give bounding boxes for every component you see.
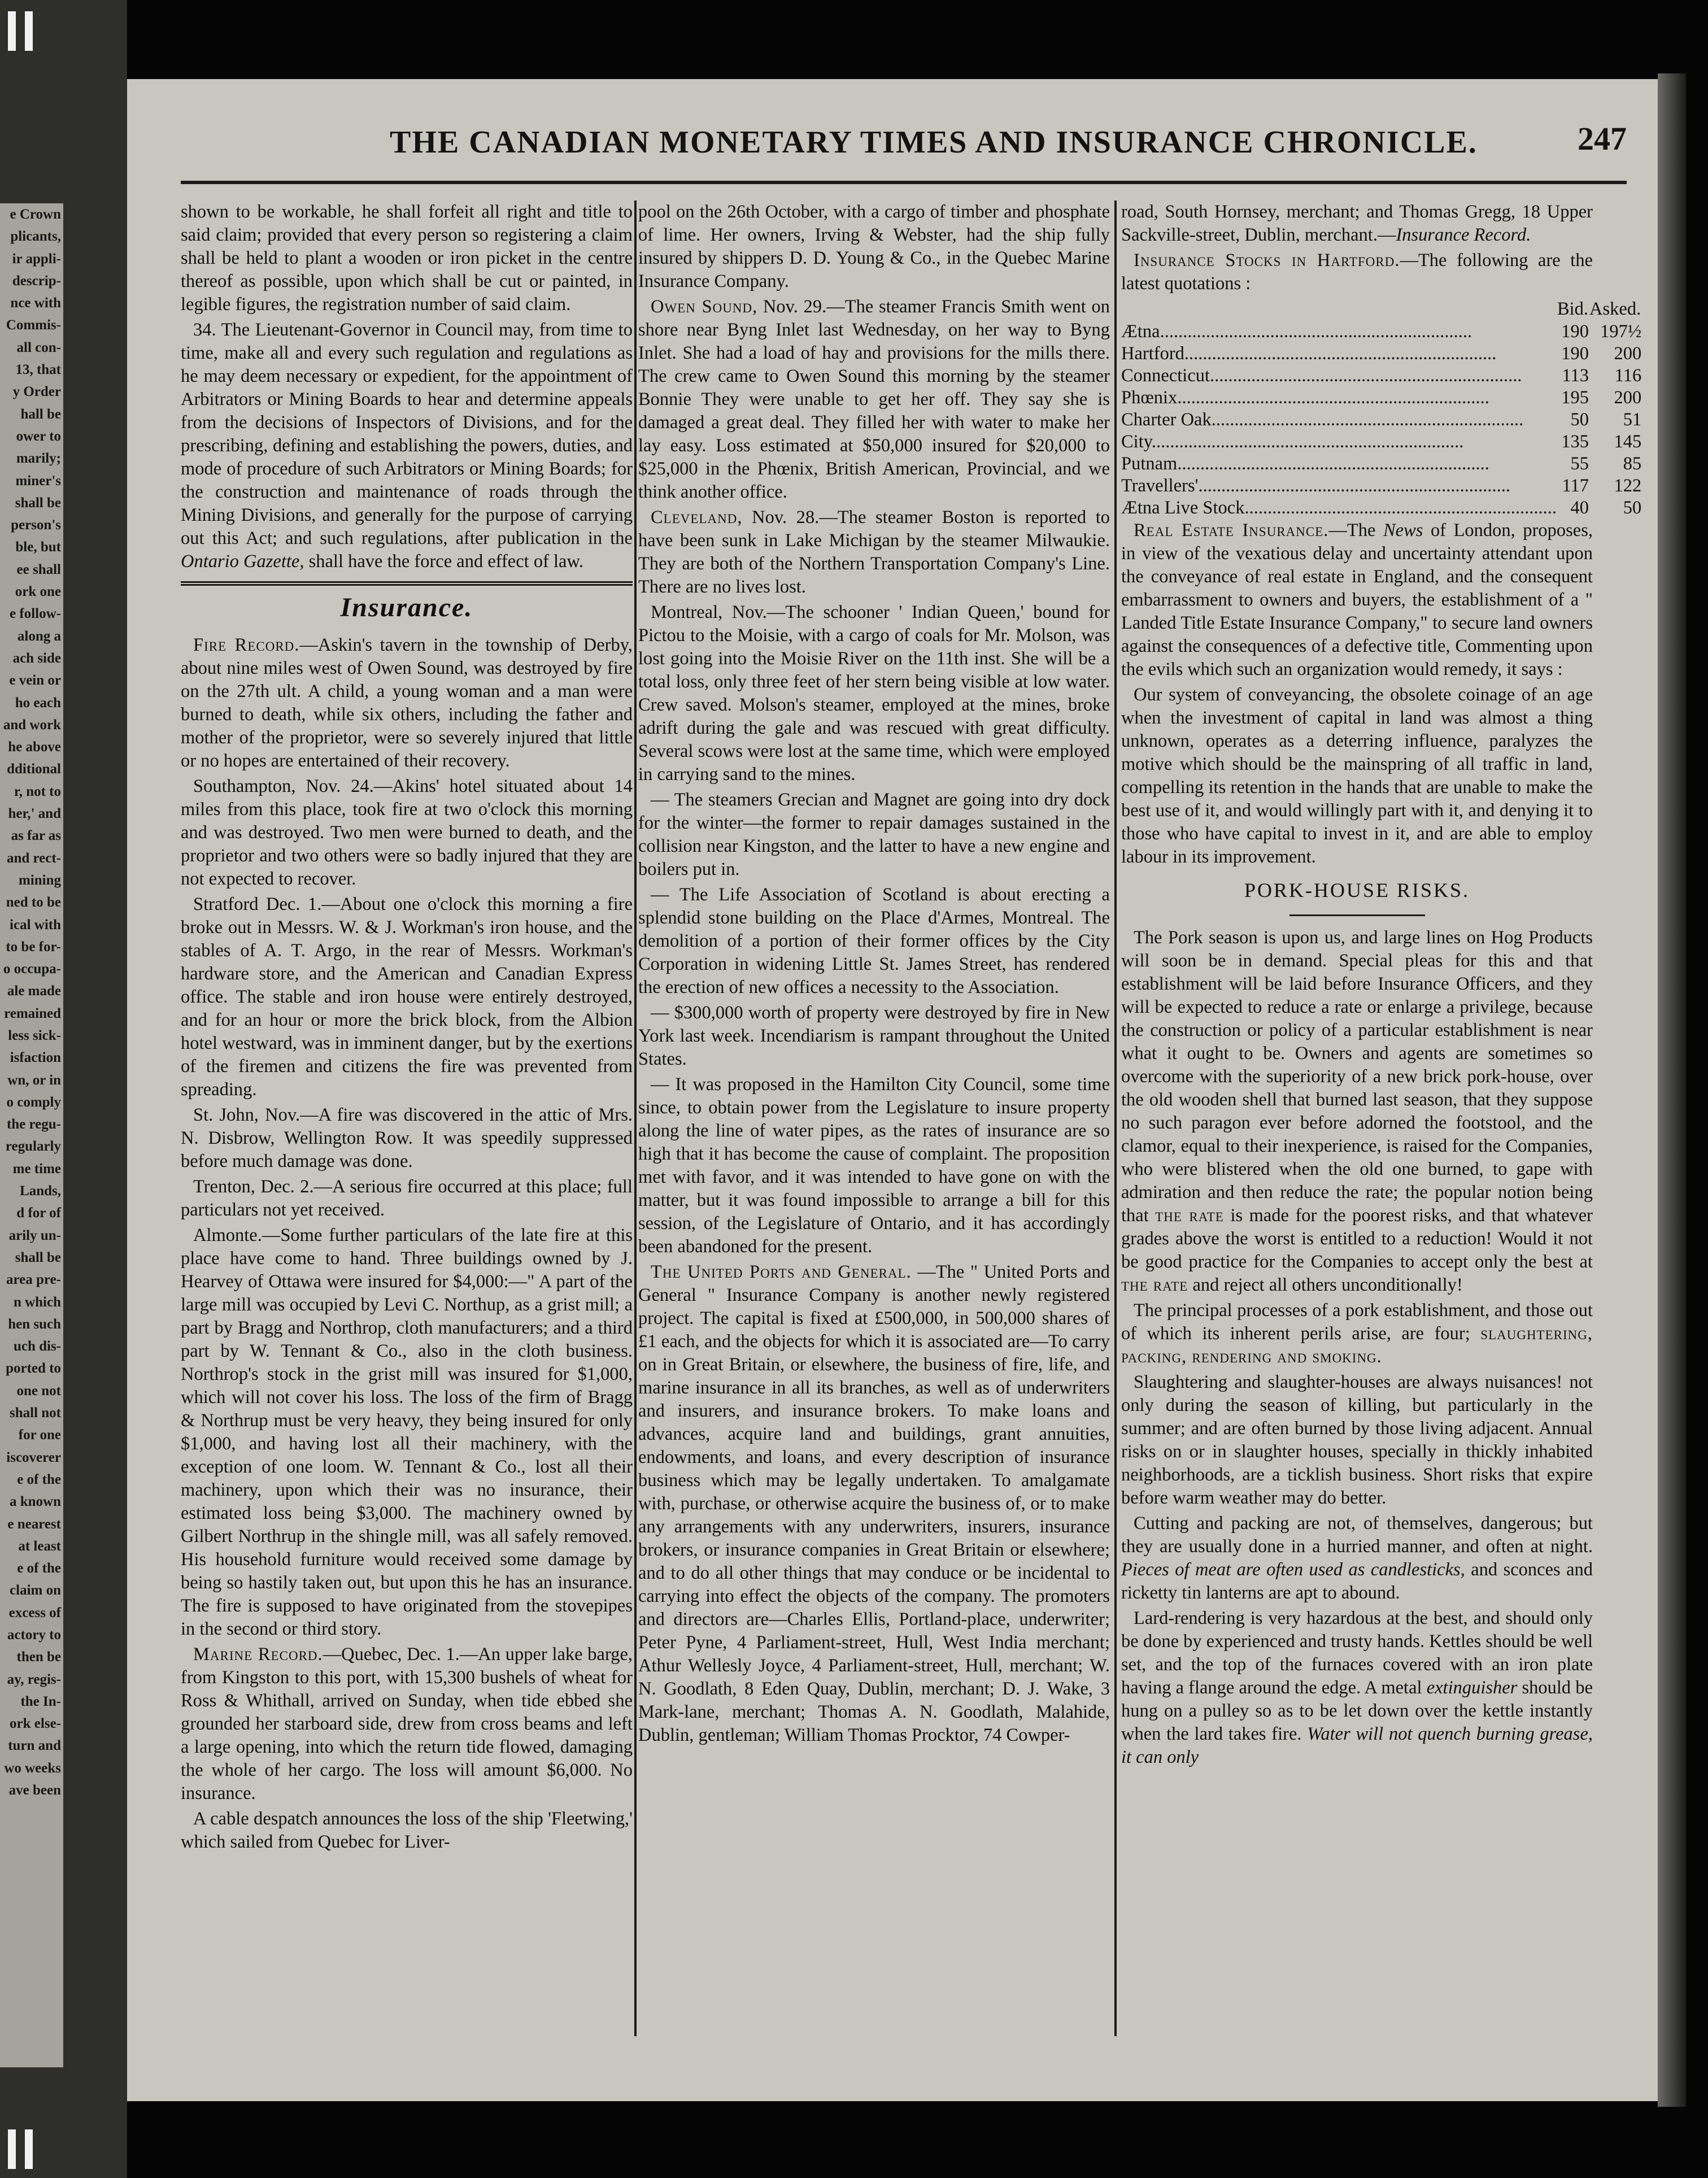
leader-dots: .................................................................... <box>1160 321 1472 342</box>
bid-value: 113 <box>1562 365 1589 386</box>
margin-fragment-line: plicants, <box>10 229 61 245</box>
bid-value: 190 <box>1561 343 1589 364</box>
margin-fragment-line: ork one <box>15 584 61 600</box>
bid-value: 55 <box>1570 454 1589 474</box>
section-title: Insurance. <box>340 593 473 622</box>
margin-fragment-line: arily un- <box>8 1227 61 1243</box>
margin-fragment-line: marily; <box>16 451 61 467</box>
margin-fragment-line: excess of <box>8 1605 61 1621</box>
leader-dots: .................................................................... <box>1151 432 1464 452</box>
margin-fragment-line: to be for- <box>6 939 61 955</box>
margin-fragment-line: e of the <box>17 1561 61 1576</box>
column-divider <box>634 201 637 2036</box>
margin-fragment-line: d for of <box>16 1205 61 1221</box>
margin-fragment-line: and work <box>3 717 61 733</box>
stock-name: City <box>1121 432 1152 452</box>
margin-fragment-line: shall be <box>15 495 61 511</box>
margin-fragment-line: shall be <box>15 1249 61 1265</box>
margin-fragment-line: miner's <box>15 473 61 489</box>
margin-fragment-line: e follow- <box>10 606 61 622</box>
margin-fragment-line: then be <box>16 1649 61 1665</box>
heading-rule <box>1289 914 1425 916</box>
margin-fragment-line: her,' and <box>8 806 61 822</box>
margin-fragment-line: mining <box>18 872 61 888</box>
margin-fragment-line: ble, but <box>15 539 61 555</box>
stock-name: Ætna Live Stock <box>1121 498 1245 518</box>
margin-fragment-line: Lands, <box>20 1183 61 1199</box>
margin-fragment-line: the regu- <box>6 1117 61 1132</box>
margin-fragment-line: hall be <box>20 406 61 422</box>
asked-value: 200 <box>1614 343 1642 364</box>
paragraph: Montreal, Nov.—The schooner ' Indian Queen,' bound for Pictou to the Moisie, with a cargo of coals for Mr. Molson, was lost going into the Moisie River on the 11th inst. She will be a total loss, only three feet of her stern being visible at low water. Crew saved. Molson's steamer, employed at the mines, broke adrift during the gale and was rescued with great difficulty. Several scows were lost at the same time, which were employed in carrying sand to the mines. <box>638 602 1110 785</box>
margin-fragment-line: at least <box>18 1538 61 1554</box>
asked-value: 85 <box>1623 454 1642 474</box>
margin-fragment-line: n which <box>13 1294 61 1310</box>
paragraph: The United Ports and General. —The " United Ports and General " Insurance Company is another newly registered project. The capital is fixed at £500,000, in 500,000 shares of £1 each, and the objects for which it is associated are—To carry on in Great Britain, or elsewhere, the business of fire, life, and marine insurance in all its branches, as well as of underwriters and insurers, and insurance brokers. To make loans and advances, acquire land and buildings, grant annuities, endowments, and loans, and every description of insurance business which may be legally undertaken. To amalgamate with, purchase, or otherwise acquire the business of, or to make any arrangements with any underwriters, insurers, insurance brokers, or insurance companies in Great Britain or elsewhere; and to do all other things that may conduce or be incidental to carrying into effect the objects of the company. The promoters and directors are—Charles Ellis, Portland-place, underwriter; Peter Pyne, 4 Parliament-street, Hull, West India merchant; Athur Wellesly Joyce, 4 Parliament-street, Hull, merchant; W. N. Goodlath, 8 Eden Quay, Dublin, merchant; D. J. Wake, 3 Mark-lane, merchant; Thomas A. N. Goodlath, Malahide, Dublin, gentleman; William Thomas Procktor, 74 Cowper- <box>638 1262 1110 1745</box>
newspaper-page <box>127 79 1658 2101</box>
margin-fragment-line: e Crown <box>10 207 61 222</box>
margin-fragment-line: e vein or <box>9 673 61 689</box>
stock-name: Connecticut <box>1121 365 1210 386</box>
margin-fragment-line: ir appli- <box>12 251 61 267</box>
margin-fragment-line: shall not <box>9 1405 61 1421</box>
bid-value: 117 <box>1562 476 1589 496</box>
margin-fragment-line: isfaction <box>10 1050 61 1066</box>
column-left <box>181 201 633 2096</box>
table-row <box>1121 365 1641 387</box>
bid-value: 135 <box>1561 432 1589 452</box>
stock-name: Ætna <box>1121 321 1160 342</box>
leader-dots: .................................................................... <box>1211 410 1524 430</box>
margin-fragment-line: o occupa- <box>3 961 61 977</box>
margin-fragment-line: ork else- <box>10 1716 61 1732</box>
asked-value: 122 <box>1614 476 1642 496</box>
column-divider <box>1114 201 1117 2036</box>
margin-fragment-line: ho each <box>15 695 61 711</box>
bid-value: 50 <box>1570 410 1589 430</box>
margin-fragment-line: ned to be <box>6 895 61 911</box>
paragraph: Our system of conveyancing, the obsolete coinage of an age when the investment of capital in land was almost a thing unknown, operates as a deterring influence, paralyzes the motive which should be the mainspring of all traffic in land, compelling its retention in the hands that are unable to make the best use of it, and would willingly part with it, and denying it to those who have capital to invest in it, and are able to employ labour in its improvement. <box>1121 685 1593 867</box>
paragraph: Owen Sound, Nov. 29.—The steamer Francis Smith went on shore near Byng Inlet last Wednesday, on her way to Byng Inlet. She had a load of hay and provisions for the mills there. The crew came to Owen Sound this morning by the steamer Bonnie They were unable to get her off. They say she is damaged a great deal. They filled her with water to make her lay easy. Loss estimated at $50,000 insured for $20,000 to $25,000 in the Phœnix, British American, Provincial, and we think another office. <box>638 297 1110 502</box>
paragraph: Marine Record.—Quebec, Dec. 1.—An upper lake barge, from Kingston to this port, with 15,300 bushels of wheat for Ross & Whithall, arrived on Sunday, when tide ebbed she grounded her starboard side, drew from cross beams and left a large opening, into which the return tide flowed, damaging the whole of her cargo. The loss will amount $6,000. No insurance. <box>181 1644 633 1804</box>
margin-fragment-line: actory to <box>7 1627 61 1643</box>
margin-fragment-line: as far as <box>11 828 61 844</box>
paragraph: Almonte.—Some further particulars of the late fire at this place have come to hand. Three buildings owned by J. Hearvey of Ottawa were insured for $4,000:—" A part of the large mill was occupied by Levi C. Northup, as a grist mill; a part by Bragg and Northrop, cloth manufacturers; and a third part by W. Tennant & Co., also in the cloth business. Northrop's stock in the grist mill was insured for $1,000, which will not cover his loss. The loss of the firm of Bragg & Northrup must be very heavy, they being insured for only $1,000, and having lost all their machinery, with the exception of one loom. W. Tennant & Co., lost all their machinery, upon which their was no insurance, their estimated loss being $3,000. The machinery owned by Gilbert Northrup in the shingle mill, was all safely removed. His household furniture would received some damage by being so hastily taken out, but upon this he has an insurance. The fire is supposed to have originated from the stovepipes in the second or third story. <box>181 1225 633 1639</box>
margin-fragment-line: person's <box>11 517 61 533</box>
margin-fragment-line: one not <box>16 1383 61 1399</box>
paragraph: Cutting and packing are not, of themselves, dangerous; but they are usually done in a hurried manner, and often at night. Pieces of meat are often used as candlesticks, and sconces and ricketty tin lanterns are apt to abound. <box>1121 1513 1593 1603</box>
bid-value: 190 <box>1561 321 1589 342</box>
margin-fragment-line: hen such <box>8 1316 61 1332</box>
margin-fragment-line: dditional <box>7 761 61 777</box>
page-edge <box>1658 73 1686 2107</box>
asked-value: 200 <box>1614 387 1642 408</box>
leader-dots: .................................................................... <box>1198 476 1510 496</box>
film-mark <box>8 11 16 51</box>
article-heading: PORK-HOUSE RISKS. <box>1244 879 1470 901</box>
bid-value: 40 <box>1570 498 1589 518</box>
paragraph: Lard-rendering is very hazardous at the best, and should only be done by experienced and trusty hands. Kettles should be well set, and the top of the furnaces covered with an iron plate having a flange around the edge. A metal extinguisher should be hung on a pulley so as to be let down over the kettle instantly when the lard takes fire. Water will not quench burning grease, it can only <box>1121 1608 1593 1767</box>
margin-fragment-line: ower to <box>16 428 61 444</box>
stock-name: Putnam <box>1121 454 1178 474</box>
film-mark <box>8 2129 16 2169</box>
leader-dots: .................................................................... <box>1177 454 1489 474</box>
paragraph: St. John, Nov.—A fire was discovered in the attic of Mrs. N. Disbrow, Wellington Row. It was speedily suppressed before much damage was done. <box>181 1105 633 1171</box>
table-row <box>1121 497 1641 519</box>
header-rule <box>181 181 1627 184</box>
column-right <box>1121 201 1642 2096</box>
paragraph: — $300,000 worth of property were destroyed by fire in New York last week. Incendiarism is rampant throughout the United States. <box>638 1003 1110 1069</box>
margin-fragment-line: descrip- <box>12 273 61 289</box>
paragraph: pool on the 26th October, with a cargo of timber and phosphate of lime. Her owners, Irving & Webster, had the ship fully insured by shippers D. D. Young & Co., in the Quebec Marine Insurance Company. <box>638 202 1110 291</box>
asked-value: 51 <box>1623 410 1642 430</box>
film-mark <box>25 11 33 51</box>
paragraph: 34. The Lieutenant-Governor in Council may, from time to time, make all and every such regulation and regulations as he may deem necessary or expedient, for the appointment of Arbitrators or Mining Boards to hear and determine appeals from the decisions of Inspectors of Divisions, and for the prescribing, defining and establishing the powers, duties, and mode of procedure of such Arbitrators or Mining Boards; for the construction and maintenance of roads through the Mining Divisions, and generally for the purpose of carrying out this Act; and such regulations, after publication in the Ontario Gazette, shall have the force and effect of law. <box>181 320 633 572</box>
paragraph: The Pork season is upon us, and large lines on Hog Products will soon be in demand. Special pleas for this and that establishment will be laid before Insurance Officers, and they will be expected to reduce a rate or enlarge a privilege, because the construction or policy of a particular establishment is near what it ought to be. Owners and agents are sometimes so overcome with the superiority of a new brick pork-house, over the old wooden shell that burned last season, that they suppose no such paragon ever before adorned the footstool, and the clamor, equal to their inexperience, is raised for the Companies, who were blistered when the old one burned, to gape with admiration and then reduce the rate; the popular notion being that the rate is made for the poorest risks, and that whatever grades above the worst is entitled to a reduction! Would it not be good practice for the Companies to accept only the best at the rate and reject all others unconditionally! <box>1121 927 1593 1295</box>
column-header-asked: Asked. <box>1589 299 1641 319</box>
paragraph: Slaughtering and slaughter-houses are always nuisances! not only during the season of killing, but particularly in the summer; and are often burned by those living adjacent. Annual risks on or in slaughter houses, specially in thickly inhabited neighborhoods, are a ticklish business. Short risks that expire before warm weather may do better. <box>1121 1372 1593 1508</box>
margin-fragment-line: ave been <box>8 1783 61 1798</box>
margin-fragment-line: he above <box>8 739 61 755</box>
bid-value: 195 <box>1561 387 1589 408</box>
margin-fragment-line: wo weeks <box>4 1760 61 1776</box>
paragraph: — The steamers Grecian and Magnet are going into dry dock for the winter—the former to repair damages sustained in the collision near Kingston, and the latter to have a new engine and boilers put in. <box>638 790 1110 879</box>
stock-name: Phœnix <box>1121 387 1178 408</box>
running-title: THE CANADIAN MONETARY TIMES AND INSURANCE CHRONICLE. <box>390 125 1478 160</box>
leader-dots: .................................................................... <box>1210 365 1522 386</box>
stock-name: Hartford <box>1121 343 1184 364</box>
section-heading <box>181 581 633 622</box>
film-mark <box>25 2129 33 2169</box>
table-row <box>1121 431 1641 453</box>
margin-fragment-line: area pre- <box>6 1272 61 1288</box>
margin-fragment-line: regularly <box>5 1139 61 1155</box>
margin-fragment-line: iscoverer <box>6 1449 61 1465</box>
margin-fragment-line: claim on <box>10 1583 61 1598</box>
table-row <box>1121 343 1641 365</box>
paragraph: Insurance Stocks in Hartford.—The following are the latest quotations : <box>1121 250 1593 294</box>
paragraph: Fire Record.—Askin's tavern in the township of Derby, about nine miles west of Owen Sound, was destroyed by fire on the 27th ult. A child, a young woman and a man were burned to death, while six others, including the father and mother of the proprietor, were so severely injured that little or no hopes are entertained of their recovery. <box>181 635 633 771</box>
stock-name: Travellers' <box>1121 476 1199 496</box>
paragraph: Cleveland, Nov. 28.—The steamer Boston is reported to have been sunk in Lake Michigan by the steamer Milwaukie. They are both of the Northern Transportation Company's Line. There are no lives lost. <box>638 507 1110 597</box>
stock-quotations-table <box>1121 298 1641 519</box>
margin-fragment-line: r, not to <box>14 783 61 799</box>
asked-value: 197½ <box>1600 321 1642 342</box>
margin-fragment-line: uch dis- <box>13 1339 61 1354</box>
margin-fragment-line: me time <box>12 1161 61 1177</box>
paragraph: road, South Hornsey, merchant; and Thomas Gregg, 18 Upper Sackville-street, Dublin, merchant.—Insurance Record. <box>1121 202 1593 245</box>
table-row <box>1121 387 1641 409</box>
asked-value: 50 <box>1623 498 1642 518</box>
margin-fragment-line: turn and <box>8 1738 61 1754</box>
margin-fragment-line: ay, regis- <box>7 1671 61 1687</box>
leader-dots: .................................................................... <box>1184 343 1497 364</box>
margin-fragment-line: less sick- <box>8 1027 61 1043</box>
column-middle <box>638 201 1110 2096</box>
stock-name: Charter Oak <box>1121 410 1212 430</box>
margin-fragment-line: e of the <box>17 1471 61 1487</box>
asked-value: 145 <box>1614 432 1642 452</box>
margin-fragment-line: o comply <box>6 1094 61 1110</box>
margin-fragment-line: nce with <box>10 295 61 311</box>
margin-fragment-line: ported to <box>6 1361 61 1377</box>
asked-value: 116 <box>1614 365 1642 386</box>
paragraph: Southampton, Nov. 24.—Akins' hotel situated about 14 miles from this place, took fire at two o'clock this morning and was destroyed. Two men were burned to death, and the proprietor and two others were so badly injured that they are not expected to recover. <box>181 776 633 889</box>
table-row <box>1121 453 1641 475</box>
margin-fragment-line: ical with <box>10 917 61 933</box>
paragraph: Stratford Dec. 1.—About one o'clock this morning a fire broke out in Messrs. W. & J. Workman's iron house, and the stables of A. T. Argo, in the rear of Messrs. Workman's hardware store, and the American and Canadian Express office. The stable and iron house were entirely destroyed, and for an hour or more the brick block, from the Albion hotel westward, was in imminent danger, but by the exertions of the firemen and citizens the fire was prevented from spreading. <box>181 894 633 1100</box>
margin-fragment-line: ale made <box>7 983 61 999</box>
paragraph: The principal processes of a pork establishment, and those out of which its inherent perils arise, are four; slaughtering, packing, rendering and smoking. <box>1121 1300 1593 1367</box>
table-row <box>1121 321 1641 343</box>
margin-fragment-line: wn, or in <box>7 1072 61 1088</box>
margin-fragment-line: e nearest <box>7 1516 61 1532</box>
page-number: 247 <box>1578 120 1627 157</box>
leader-dots: .................................................................... <box>1177 387 1489 408</box>
paragraph: — It was proposed in the Hamilton City Council, some time since, to obtain power from the Legislature to insure property along the line of water pipes, as the rates of insurance are so high that it has become the cause of complaint. The proposition met with favor, and it was intended to have gone on with the matter, but it was found impossible to arrange a bill for this session, of the Legislature of Ontario, and it has accordingly been abandoned for the present. <box>638 1074 1110 1257</box>
margin-fragment-line: and rect- <box>6 850 61 866</box>
margin-fragment-line: all con- <box>16 339 61 355</box>
table-row <box>1121 409 1641 431</box>
paragraph: Real Estate Insurance.—The News of London, proposes, in view of the vexatious delay and uncertainty attendant upon the conveyance of real estate in England, and the consequent embarrassment to owners and buyers, the establishment of a " Landed Title Estate Insurance Company," to secure land owners against the consequences of a defective title, Commenting upon the evils which such an organization would remedy, it says : <box>1121 520 1593 679</box>
margin-fragment-line: ee shall <box>16 561 61 577</box>
paragraph: — The Life Association of Scotland is about erecting a splendid stone building on the Place d'Armes, Montreal. The demolition of a portion of their former offices by the City Corporation in widening Little St. James Street, has rendered the erection of new offices a necessity to the Association. <box>638 885 1110 997</box>
paragraph: Trenton, Dec. 2.—A serious fire occurred at this place; full particulars not yet received. <box>181 1177 633 1220</box>
margin-fragment-line: y Order <box>12 384 61 400</box>
margin-fragment-line: ach side <box>12 650 61 666</box>
margin-fragment-line: for one <box>18 1427 61 1443</box>
margin-fragment-line: 13, that <box>15 362 61 378</box>
margin-fragment-line: a known <box>9 1494 61 1510</box>
margin-fragment-line: remained <box>4 1005 61 1021</box>
paragraph: A cable despatch announces the loss of the ship 'Fleetwing,' which sailed from Quebec for Liver- <box>181 1809 633 1852</box>
margin-fragment-line: the In- <box>20 1693 61 1709</box>
margin-fragment-line: Commis- <box>6 317 61 333</box>
page-header <box>181 120 1627 186</box>
paragraph: shown to be workable, he shall forfeit all right and title to said claim; provided that every person so registering a claim shall be held to plant a wooden or iron picket in the centre thereof as possible, upon which shall be cut or painted, in legible figures, the registration number of said claim. <box>181 202 633 315</box>
column-header-bid: Bid. <box>1557 299 1589 319</box>
margin-fragment-line: along a <box>17 628 61 644</box>
leader-dots: .................................................................... <box>1244 498 1557 518</box>
facing-page-fragment <box>0 203 63 2067</box>
table-row <box>1121 475 1641 497</box>
